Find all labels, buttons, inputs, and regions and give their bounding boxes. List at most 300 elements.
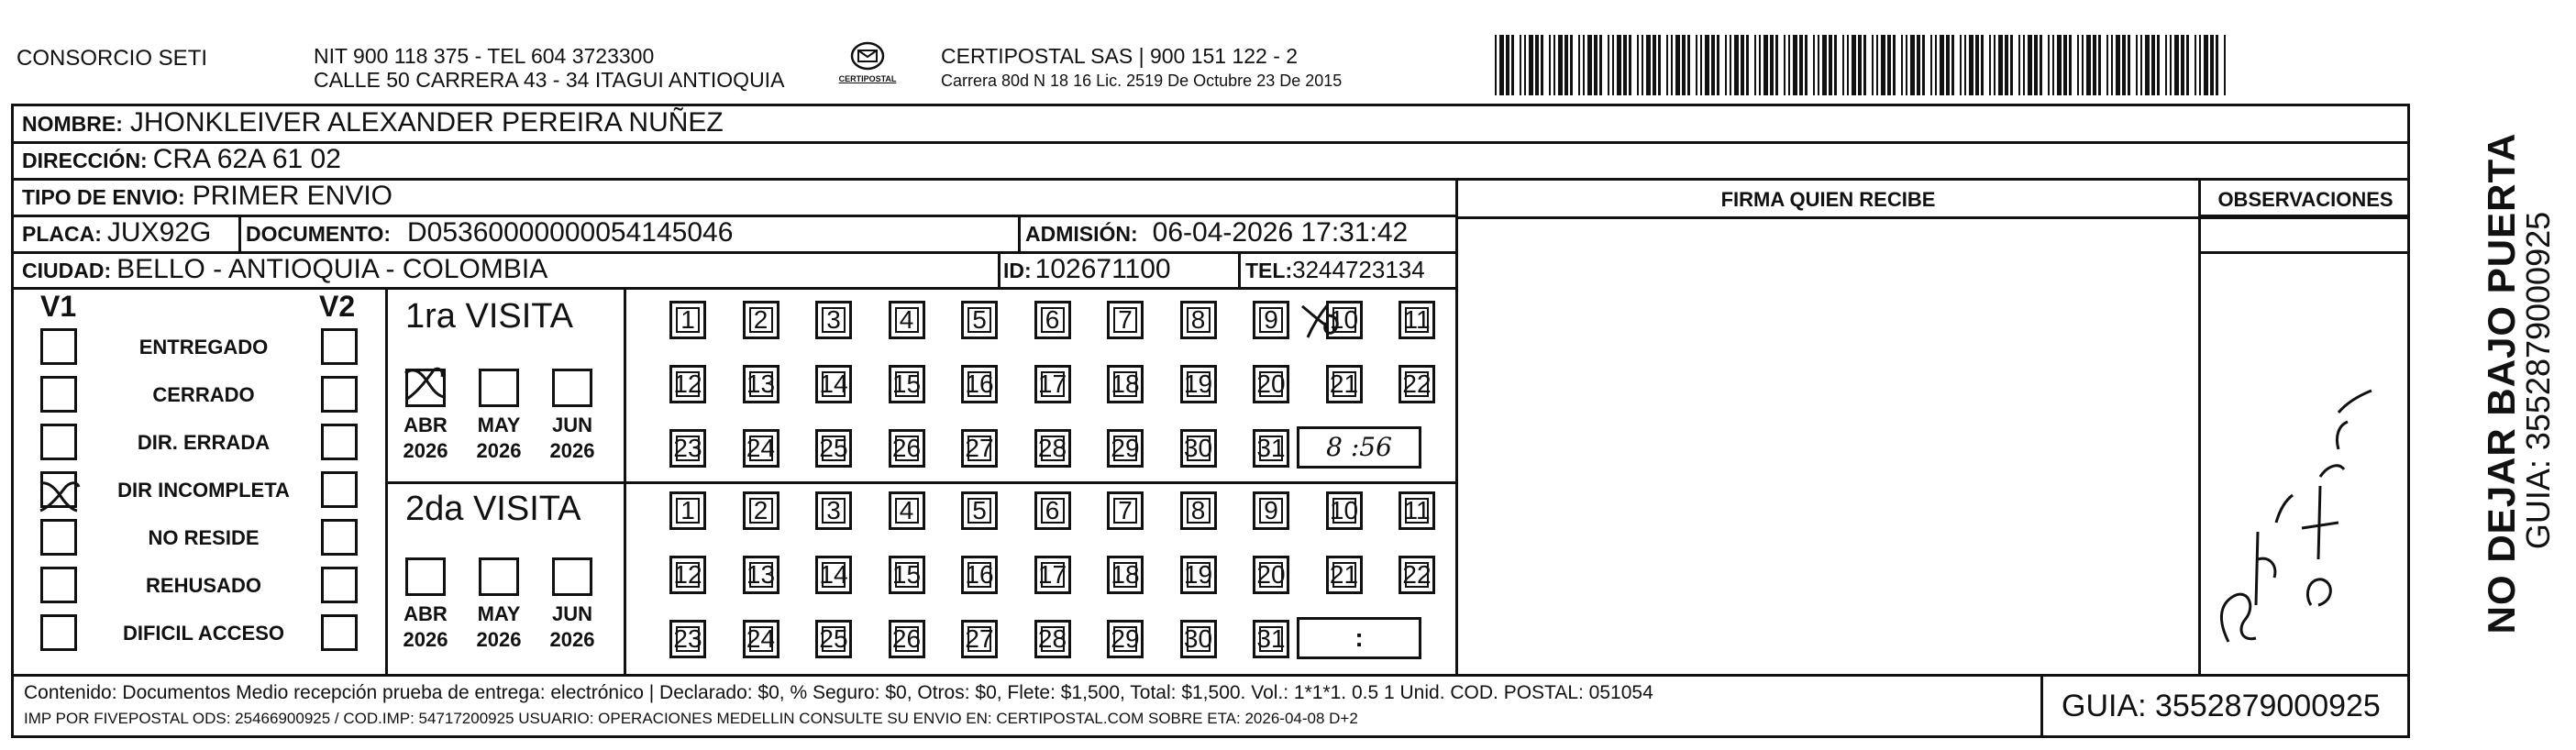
barcode-bar (1799, 35, 1803, 95)
day-box[interactable] (815, 365, 852, 403)
ciudad-row (22, 254, 547, 285)
barcode-bar (2170, 35, 2172, 95)
time-box-second[interactable] (1297, 617, 1421, 659)
day-box[interactable] (1180, 429, 1217, 468)
barcode-bar (1675, 35, 1680, 95)
barcode-bar (1730, 35, 1731, 95)
barcode-bar (2165, 35, 2167, 95)
barcode-bar (1495, 35, 1497, 95)
day-box[interactable] (889, 429, 925, 468)
barcode-bar (1558, 35, 1563, 95)
barcode-bar (1734, 35, 1739, 95)
barcode-bar (1629, 35, 1631, 95)
barcode-bar (2204, 35, 2208, 95)
barcode-bar (2140, 35, 2142, 95)
barcode-bar (1852, 35, 1856, 95)
barcode-bar (2086, 35, 2091, 95)
barcode-bar (1759, 35, 1761, 95)
day-box[interactable] (1253, 620, 1289, 658)
day-number: 30 (1183, 434, 1213, 462)
admision-row (1025, 217, 1408, 248)
barcode-bar (1763, 35, 1768, 95)
barcode-bar (1863, 35, 1866, 95)
vertical-guia: GUIA: 3552879000925 (2519, 211, 2557, 550)
day-box[interactable] (1253, 556, 1289, 594)
barcode-bar (1775, 35, 1778, 95)
documento-value: D05360000000054145046 (407, 217, 734, 248)
barcode-bar (2093, 35, 2096, 95)
day-number: 20 (1256, 369, 1286, 398)
barcode-bar (1687, 35, 1690, 95)
day-number: 14 (819, 369, 848, 398)
barcode-bar (1524, 35, 1526, 95)
day-box[interactable] (961, 365, 998, 403)
second-visit-title: 2da VISITA (405, 490, 581, 528)
day-box[interactable] (1253, 301, 1289, 339)
day-box[interactable] (743, 620, 779, 658)
day-box[interactable] (1399, 556, 1435, 594)
barcode-bar (1623, 35, 1627, 95)
day-box[interactable] (889, 556, 925, 594)
barcode-bar (2023, 35, 2025, 95)
day-number: 14 (819, 560, 848, 589)
no-dejar-bajo-puerta: NO DEJAR BAJO PUERTA (2480, 132, 2523, 634)
month-label (398, 601, 453, 653)
day-number: 23 (673, 624, 702, 653)
day-number: 5 (972, 496, 987, 524)
day-number: 1 (680, 496, 695, 524)
barcode-bar (2145, 35, 2150, 95)
day-box[interactable] (1326, 556, 1363, 594)
direccion-label: DIRECCIÓN: (22, 149, 148, 172)
month-checkbox[interactable] (479, 369, 519, 407)
barcode-bar (1553, 35, 1555, 95)
barcode-bar (1741, 35, 1744, 95)
barcode-bar (1587, 35, 1592, 95)
barcode-bar (2063, 35, 2067, 95)
firma-label: FIRMA QUIEN RECIBE (1720, 188, 1936, 211)
admision-value: 06-04-2026 17:31:42 (1152, 217, 1409, 248)
barcode-bar (1969, 35, 1973, 95)
footer-guia: GUIA: 3552879000925 (2062, 689, 2381, 723)
tipo-envio-label: TIPO DE ENVIO: (22, 185, 185, 209)
month-checkbox[interactable] (405, 557, 446, 596)
vertical-text-block (2414, 132, 2560, 651)
barcode-bar (1599, 35, 1602, 95)
barcode-bar (1578, 35, 1580, 95)
certipostal-logo (831, 40, 904, 92)
barcode-bar (1564, 35, 1568, 95)
status-label: CERRADO (152, 383, 255, 406)
day-number: 3 (826, 496, 841, 524)
barcode-bar (1930, 35, 1932, 95)
day-number: 6 (1045, 496, 1060, 524)
barcode-bar (1549, 35, 1551, 95)
day-box[interactable] (815, 429, 852, 468)
barcode-bar (2195, 35, 2196, 95)
day-box[interactable] (1107, 365, 1144, 403)
day-number: 24 (746, 624, 776, 653)
ciudad-value: BELLO - ANTIOQUIA - COLOMBIA (116, 254, 548, 284)
day-box[interactable] (815, 491, 852, 530)
day-box[interactable] (961, 556, 998, 594)
day-box[interactable] (1034, 491, 1071, 530)
day-box[interactable] (669, 556, 706, 594)
barcode-bar (1876, 35, 1878, 95)
barcode-bar (1770, 35, 1774, 95)
tipo-envio-value: PRIMER ENVIO (192, 181, 393, 211)
day-number: 29 (1111, 624, 1140, 653)
day-number: 10 (1329, 305, 1359, 334)
day-box[interactable] (889, 491, 925, 530)
day-box[interactable] (1107, 429, 1144, 468)
day-box[interactable] (1180, 556, 1217, 594)
day-number: 10 (1329, 496, 1359, 524)
barcode-bar (1717, 35, 1719, 95)
day-number: 16 (965, 369, 994, 398)
day-box[interactable] (889, 365, 925, 403)
barcode-bar (2040, 35, 2042, 95)
day-box[interactable] (669, 429, 706, 468)
day-box[interactable] (743, 491, 779, 530)
nombre-value: JHONKLEIVER ALEXANDER PEREIRA NUÑEZ (129, 107, 724, 138)
day-box[interactable] (1180, 301, 1217, 339)
day-box[interactable] (889, 301, 925, 339)
id-row (1003, 254, 1171, 285)
day-number: 17 (1037, 560, 1067, 589)
barcode-bar (1696, 35, 1697, 95)
day-box[interactable] (1399, 491, 1435, 530)
barcode-bar (1951, 35, 1954, 95)
barcode-bar (2069, 35, 2072, 95)
barcode-bar (2174, 35, 2179, 95)
barcode-bar (1646, 35, 1651, 95)
barcode-bar (2018, 35, 2020, 95)
barcode-bar (1608, 35, 1609, 95)
tipo-envio-row (22, 181, 392, 212)
barcode-bar (2028, 35, 2032, 95)
day-box[interactable] (743, 556, 779, 594)
v1-label: V1 (40, 290, 77, 323)
day-box[interactable] (1107, 491, 1144, 530)
barcode-bar (1784, 35, 1786, 95)
barcode-bar (2106, 35, 2108, 95)
barcode-bar (1858, 35, 1862, 95)
barcode-bar (2216, 35, 2218, 95)
direccion-value: CRA 62A 61 02 (152, 144, 341, 174)
month-checkbox[interactable] (405, 369, 446, 407)
id-value: 102671100 (1034, 254, 1171, 284)
direccion-row (22, 144, 341, 175)
company-name: CONSORCIO SETI (17, 46, 208, 71)
barcode-bar (1793, 35, 1797, 95)
day-box[interactable] (1326, 365, 1363, 403)
barcode-bar (2052, 35, 2054, 95)
day-box[interactable] (961, 429, 998, 468)
barcode-bar (1754, 35, 1756, 95)
barcode-bar (2122, 35, 2126, 95)
day-number: 20 (1256, 560, 1286, 589)
barcode-bar (1535, 35, 1539, 95)
barcode-bar (1520, 35, 1521, 95)
month-year: 2026 (549, 628, 595, 651)
day-number: 17 (1037, 369, 1067, 398)
day-box[interactable] (669, 365, 706, 403)
day-box[interactable] (1253, 365, 1289, 403)
barcode-bar (1922, 35, 1925, 95)
barcode-bar (2199, 35, 2201, 95)
first-visit-title: 1ra VISITA (405, 297, 574, 336)
barcode-bar (1805, 35, 1808, 95)
barcode-bar (2210, 35, 2214, 95)
barcode-bar (1637, 35, 1639, 95)
day-number: 4 (899, 305, 914, 334)
barcode-bar (1881, 35, 1885, 95)
day-box[interactable] (1399, 365, 1435, 403)
barcode-bar (2048, 35, 2050, 95)
month-name: ABR (404, 414, 448, 436)
documento-row (246, 217, 733, 248)
day-box[interactable] (889, 620, 925, 658)
barcode-bar (2181, 35, 2184, 95)
month-year: 2026 (403, 439, 448, 462)
day-number: 11 (1403, 496, 1431, 524)
barcode-bar (1583, 35, 1585, 95)
day-box[interactable] (815, 301, 852, 339)
barcode-bar (1511, 35, 1514, 95)
barcode-bar (2034, 35, 2038, 95)
month-checkbox[interactable] (552, 557, 592, 596)
day-box[interactable] (1107, 620, 1144, 658)
month-year: 2026 (476, 628, 522, 651)
barcode-bar (1975, 35, 1979, 95)
barcode-bar (2111, 35, 2113, 95)
envelope-icon (849, 40, 886, 72)
day-box[interactable] (961, 620, 998, 658)
day-number: 26 (891, 434, 922, 462)
day-box[interactable] (1034, 429, 1071, 468)
day-box[interactable] (961, 301, 998, 339)
license-line: Carrera 80d N 18 16 Lic. 2519 De Octubre 23 De 2015 (941, 72, 1343, 90)
status-label: REHUSADO (146, 574, 261, 597)
day-number: 22 (1402, 369, 1432, 398)
day-box[interactable] (1034, 365, 1071, 403)
time-box-first[interactable] (1297, 426, 1421, 469)
barcode-bar (1834, 35, 1837, 95)
status-label: DIR INCOMPLETA (117, 479, 290, 502)
day-number: 5 (972, 305, 987, 334)
month-name: JUN (551, 602, 592, 625)
day-box[interactable] (815, 620, 852, 658)
barcode-bar (1499, 35, 1504, 95)
month-year: 2026 (476, 439, 522, 462)
month-name: MAY (477, 602, 521, 625)
id-label: ID: (1003, 259, 1032, 282)
day-number: 24 (746, 434, 776, 462)
day-box[interactable] (669, 301, 706, 339)
barcode-bar (1901, 35, 1903, 95)
barcode-bar (1711, 35, 1715, 95)
day-number: 13 (746, 560, 776, 589)
barcode-bar (1935, 35, 1937, 95)
day-number: 9 (1264, 305, 1278, 334)
barcode-bar (1847, 35, 1849, 95)
day-box[interactable] (1107, 301, 1144, 339)
barcode-bar (2151, 35, 2155, 95)
day-number: 2 (753, 305, 768, 334)
day-box[interactable] (961, 491, 998, 530)
day-number: 11 (1403, 305, 1431, 334)
barcode-bar (1788, 35, 1790, 95)
barcode-bar (1981, 35, 1984, 95)
month-label (398, 413, 453, 464)
barcode-bar (1917, 35, 1920, 95)
barcode-bar (2005, 35, 2008, 95)
day-box[interactable] (743, 365, 779, 403)
status-label: DIR. ERRADA (137, 431, 271, 454)
barcode-bar (1570, 35, 1573, 95)
barcode-bar (2082, 35, 2084, 95)
barcode-bar (1818, 35, 1819, 95)
nombre-label: NOMBRE: (22, 112, 123, 136)
barcode-bar (1666, 35, 1668, 95)
footer-line-1: Contenido: Documentos Medio recepción prueba de entrega: electrónico | Declarado: $0, % Seguro: $0, Otros: $0, Flete: $1,500, Total: $1,500. Vol.: 1*1*1. 0.5 1 Unid. COD. POSTAL: 051054 (24, 682, 1653, 703)
barcode-bar (1994, 35, 1996, 95)
barcode-bar (1671, 35, 1673, 95)
day-box[interactable] (669, 491, 706, 530)
day-number: 1 (680, 305, 695, 334)
barcode-bar (1612, 35, 1614, 95)
day-box[interactable] (1034, 301, 1071, 339)
day-box[interactable] (1326, 301, 1363, 339)
barcode-bar (1822, 35, 1827, 95)
day-number: 15 (891, 560, 922, 589)
tel-row (1245, 256, 1425, 284)
placa-label: PLACA: (22, 222, 102, 246)
day-box[interactable] (1253, 491, 1289, 530)
day-number: 31 (1256, 434, 1286, 462)
barcode-bar (2116, 35, 2120, 95)
placa-row (22, 217, 211, 248)
barcode-bar (1964, 35, 1966, 95)
day-number: 7 (1118, 496, 1133, 524)
barcode-bar (1887, 35, 1891, 95)
day-number: 9 (1264, 496, 1278, 524)
barcode (1495, 35, 2228, 99)
logo-text: CERTIPOSTAL (838, 74, 897, 83)
day-number: 27 (965, 434, 994, 462)
barcode-bar (1541, 35, 1543, 95)
day-number: 2 (753, 496, 768, 524)
day-box[interactable] (743, 429, 779, 468)
day-number: 27 (965, 624, 994, 653)
day-number: 8 (1190, 305, 1206, 334)
day-number: 13 (746, 369, 776, 398)
month-label (471, 413, 526, 464)
barcode-bar (2057, 35, 2062, 95)
month-label (471, 601, 526, 653)
day-number: 12 (673, 560, 702, 589)
day-number: 23 (673, 434, 702, 462)
day-box[interactable] (743, 301, 779, 339)
day-number: 30 (1183, 624, 1213, 653)
barcode-bar (1653, 35, 1656, 95)
barcode-bar (1893, 35, 1896, 95)
barcode-bar (1813, 35, 1815, 95)
month-checkbox[interactable] (552, 369, 592, 407)
day-number: 28 (1037, 624, 1067, 653)
month-year: 2026 (549, 439, 595, 462)
admision-label: ADMISIÓN: (1025, 222, 1138, 246)
status-label: DIFICIL ACCESO (122, 622, 284, 645)
day-box[interactable] (1180, 620, 1217, 658)
month-checkbox[interactable] (479, 557, 519, 596)
ciudad-label: CIUDAD: (22, 259, 112, 282)
certipostal-line: CERTIPOSTAL SAS | 900 151 122 - 2 (941, 44, 1299, 68)
day-box[interactable] (669, 620, 706, 658)
day-box[interactable] (1034, 620, 1071, 658)
month-name: ABR (404, 602, 448, 625)
day-number: 8 (1190, 496, 1206, 524)
month-year: 2026 (403, 628, 448, 651)
day-box[interactable] (1107, 556, 1144, 594)
day-box[interactable] (1034, 556, 1071, 594)
barcode-bar (2186, 35, 2189, 95)
day-box[interactable] (1326, 491, 1363, 530)
barcode-bar (1842, 35, 1844, 95)
month-label (545, 601, 600, 653)
day-number: 31 (1256, 624, 1286, 653)
day-box[interactable] (1180, 365, 1217, 403)
barcode-bar (1617, 35, 1621, 95)
barcode-bar (2224, 35, 2226, 95)
barcode-bar (2128, 35, 2130, 95)
day-number: 3 (826, 305, 841, 334)
barcode-bar (1529, 35, 1533, 95)
day-number: 7 (1118, 305, 1133, 334)
barcode-bar (1906, 35, 1907, 95)
day-number: 4 (899, 496, 914, 524)
barcode-bar (1700, 35, 1702, 95)
v2-label: V2 (319, 290, 356, 323)
day-number: 22 (1402, 560, 1432, 589)
day-number: 15 (891, 369, 922, 398)
day-number: 19 (1183, 369, 1213, 398)
barcode-bar (1960, 35, 1962, 95)
time-value-second: : (1354, 623, 1364, 652)
day-box[interactable] (815, 556, 852, 594)
day-number: 25 (819, 624, 848, 653)
barcode-bar (1658, 35, 1661, 95)
nombre-row (22, 107, 724, 138)
time-value-first: 8 :56 (1326, 432, 1392, 462)
barcode-bar (1946, 35, 1950, 95)
barcode-bar (2098, 35, 2101, 95)
tel-value: 3244723134 (1292, 256, 1425, 283)
placa-value: JUX92G (106, 217, 212, 248)
day-box[interactable] (1399, 301, 1435, 339)
month-label (545, 413, 600, 464)
day-number: 6 (1045, 305, 1060, 334)
day-box[interactable] (1180, 491, 1217, 530)
day-box[interactable] (1253, 429, 1289, 468)
barcode-bar (1940, 35, 1944, 95)
barcode-bar (1989, 35, 1991, 95)
address-line: CALLE 50 CARRERA 43 - 34 ITAGUI ANTIOQUIA (314, 68, 785, 92)
barcode-bar (1594, 35, 1598, 95)
day-number: 21 (1329, 560, 1359, 589)
day-number: 19 (1183, 560, 1213, 589)
